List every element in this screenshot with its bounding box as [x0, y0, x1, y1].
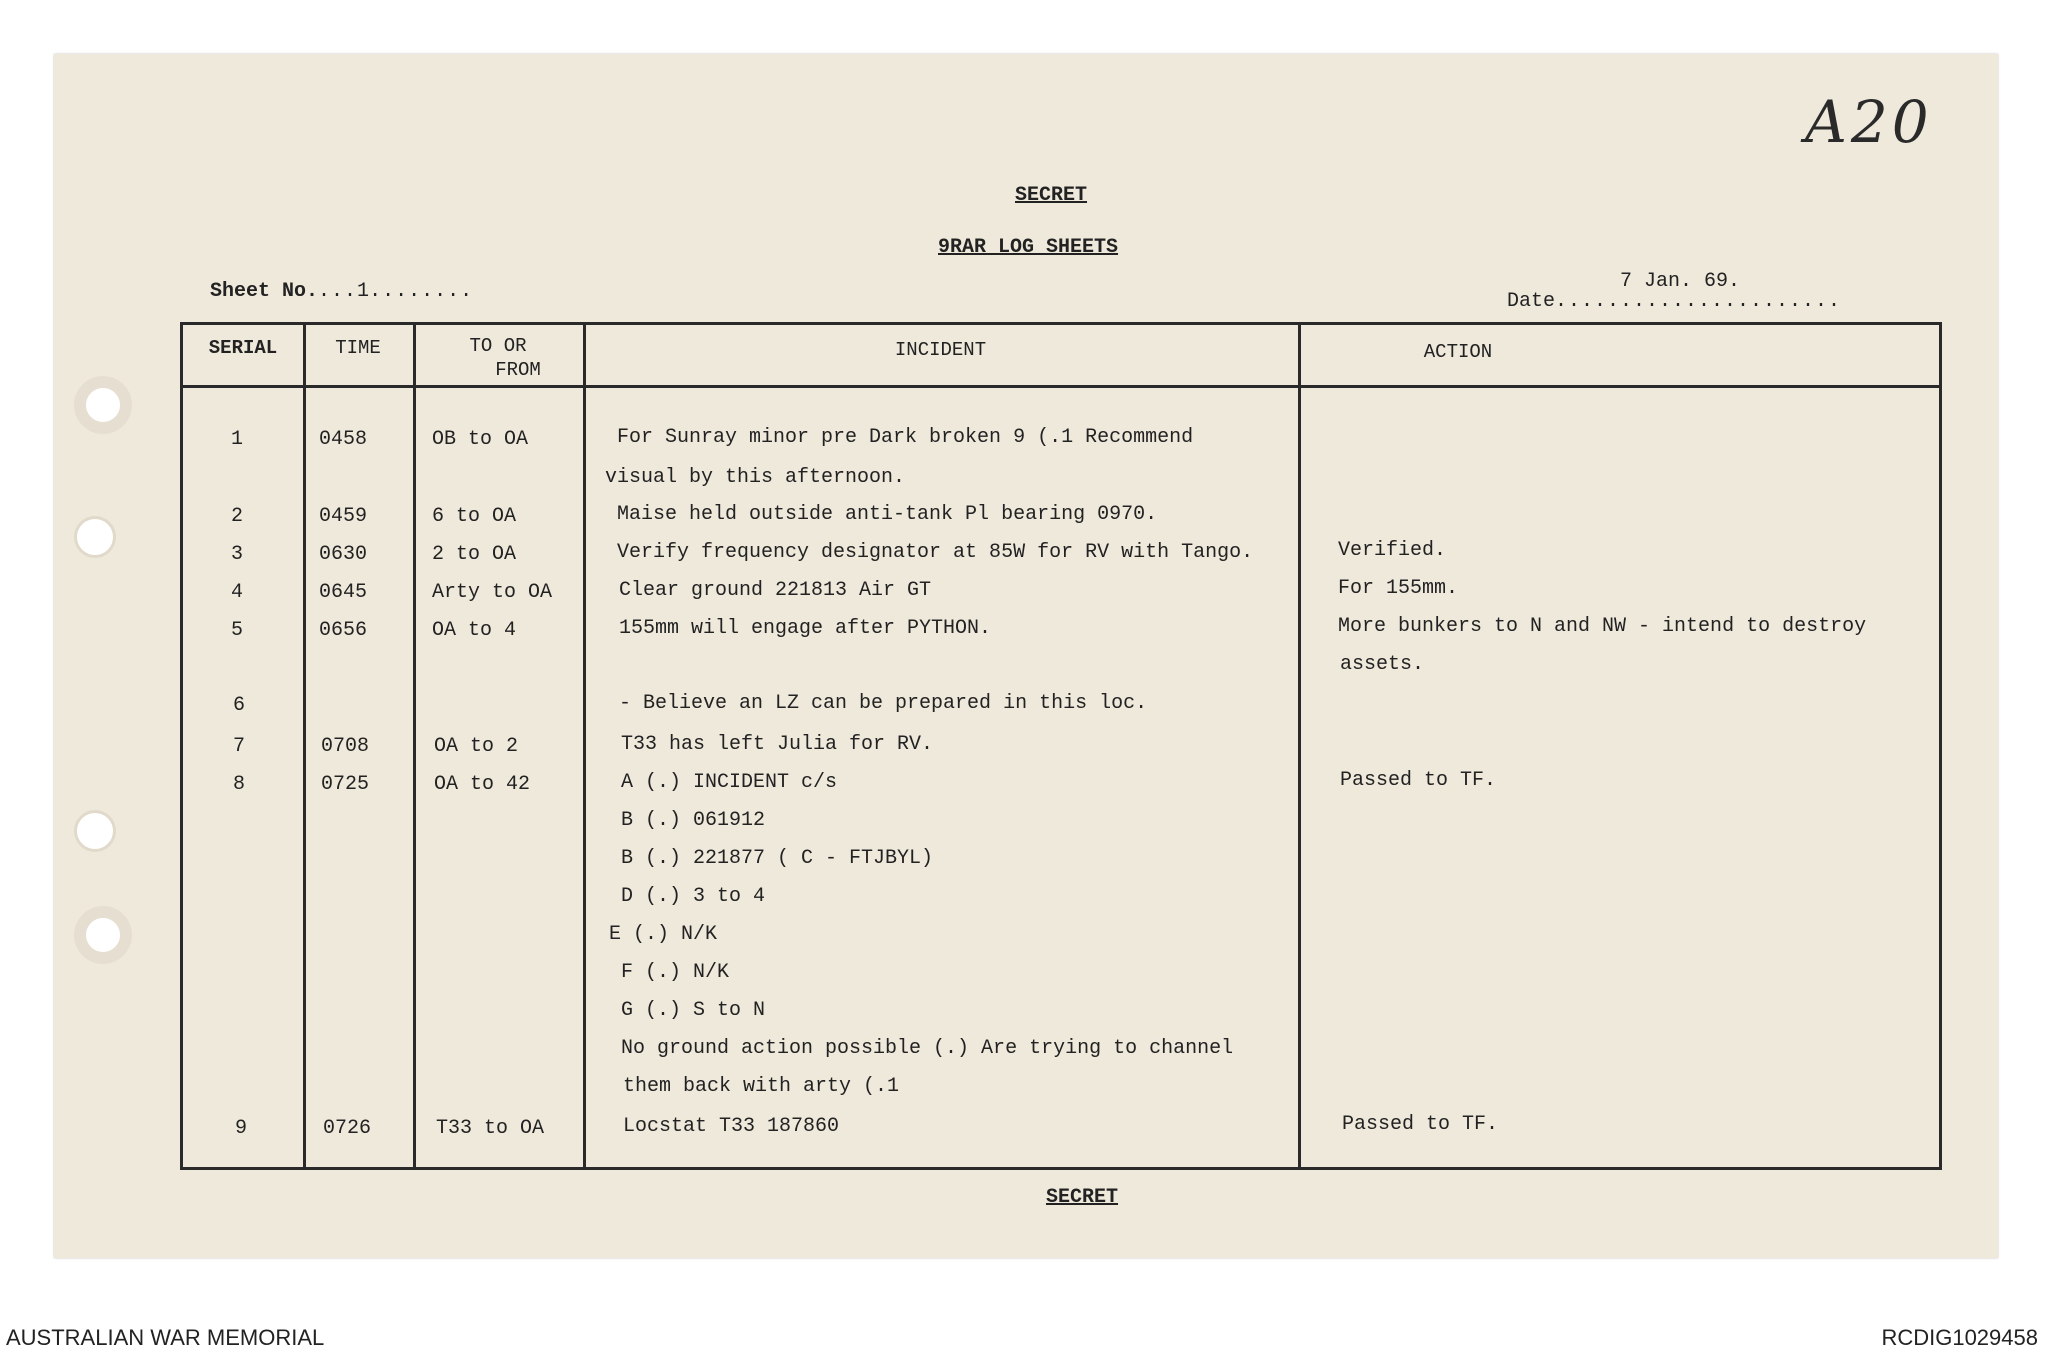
- row-6-incident-1: - Believe an LZ can be prepared in this loc.: [619, 692, 1148, 715]
- row-8-incident-8: No ground action possible (.) Are trying to channel: [621, 1037, 1234, 1060]
- col-divider-2: [413, 325, 416, 1167]
- row-3-incident-1: Verify frequency designator at 85W for RV with Tango.: [617, 541, 1254, 564]
- row-8-incident-3: B (.) 221877 ( C - FTJBYL): [621, 847, 934, 870]
- row-8-incident-2: B (.) 061912: [621, 809, 766, 832]
- punch-hole-3: [74, 810, 116, 852]
- row-3-time: 0630: [319, 543, 368, 566]
- row-7-time: 0708: [321, 735, 370, 758]
- row-9-incident-1: Locstat T33 187860: [623, 1115, 840, 1138]
- row-7-incident-1: T33 has left Julia for RV.: [621, 733, 934, 756]
- row-1-serial: 1: [231, 428, 244, 451]
- col-divider-1: [303, 325, 306, 1167]
- row-8-incident-4: D (.) 3 to 4: [621, 885, 766, 908]
- sheet-no-value: 1: [357, 280, 370, 303]
- row-8-action-1: Passed to TF.: [1340, 769, 1497, 792]
- footer-image-id: RCDIG1029458: [1881, 1325, 2038, 1350]
- row-1-incident-1: For Sunray minor pre Dark broken 9 (.1 Recommend: [617, 426, 1194, 449]
- classification-bottom: SECRET: [1046, 1186, 1119, 1209]
- row-3-serial: 3: [231, 543, 244, 566]
- footer-source: AUSTRALIAN WAR MEMORIAL: [6, 1325, 325, 1350]
- row-8-incident-5: E (.) N/K: [609, 923, 718, 946]
- row-8-incident-1: A (.) INCIDENT c/s: [621, 771, 838, 794]
- sheet-label: Sheet No.: [210, 280, 319, 303]
- row-8-incident-9: them back with arty (.1: [623, 1075, 900, 1098]
- row-4-time: 0645: [319, 581, 368, 604]
- row-8-incident-6: F (.) N/K: [621, 961, 730, 984]
- row-4-incident-1: Clear ground 221813 Air GT: [619, 579, 932, 602]
- row-4-to-from: Arty to OA: [432, 581, 553, 604]
- log-table: [180, 322, 1942, 1170]
- handwritten-reference: A20: [1805, 88, 1933, 156]
- date-line: Date......................: [1507, 290, 1842, 313]
- punch-hole-2: [74, 516, 116, 558]
- row-3-action-1: Verified.: [1338, 539, 1447, 562]
- row-2-time: 0459: [319, 505, 368, 528]
- row-6-serial: 6: [233, 694, 246, 717]
- row-2-incident-1: Maise held outside anti-tank Pl bearing 0970.: [617, 503, 1158, 526]
- document-title: 9RAR LOG SHEETS: [938, 236, 1119, 259]
- row-9-to-from: T33 to OA: [436, 1117, 545, 1140]
- row-5-to-from: OA to 4: [432, 619, 517, 642]
- row-1-incident-2: visual by this afternoon.: [605, 466, 906, 489]
- row-8-serial: 8: [233, 773, 246, 796]
- header-to-from-2: FROM: [495, 359, 541, 381]
- row-1-to-from: OB to OA: [432, 428, 529, 451]
- col-divider-3: [583, 325, 586, 1167]
- row-7-serial: 7: [233, 735, 246, 758]
- row-2-to-from: 6 to OA: [432, 505, 517, 528]
- classification-top: SECRET: [1015, 184, 1088, 207]
- row-5-action-2: assets.: [1340, 653, 1425, 676]
- row-8-to-from: OA to 42: [434, 773, 531, 796]
- row-5-time: 0656: [319, 619, 368, 642]
- row-3-to-from: 2 to OA: [432, 543, 517, 566]
- date-value: 7 Jan. 69.: [1620, 270, 1741, 293]
- row-8-incident-7: G (.) S to N: [621, 999, 766, 1022]
- col-divider-4: [1298, 325, 1301, 1167]
- header-to-from-1: TO OR: [469, 335, 527, 357]
- header-action: ACTION: [1423, 341, 1493, 363]
- header-rule: [183, 385, 1939, 388]
- date-label: Date: [1507, 290, 1556, 313]
- sheet-number: Sheet No....1........: [210, 280, 474, 303]
- header-serial: SERIAL: [208, 337, 278, 359]
- row-9-action-1: Passed to TF.: [1342, 1113, 1499, 1136]
- row-2-serial: 2: [231, 505, 244, 528]
- row-4-serial: 4: [231, 581, 244, 604]
- row-8-time: 0725: [321, 773, 370, 796]
- row-1-time: 0458: [319, 428, 368, 451]
- row-5-incident-1: 155mm will engage after PYTHON.: [619, 617, 992, 640]
- header-incident: INCIDENT: [894, 339, 987, 361]
- row-5-serial: 5: [231, 619, 244, 642]
- header-time: TIME: [335, 337, 381, 359]
- row-5-action-1: More bunkers to N and NW - intend to destroy: [1338, 615, 1867, 638]
- row-9-time: 0726: [323, 1117, 372, 1140]
- row-9-serial: 9: [235, 1117, 248, 1140]
- row-7-to-from: OA to 2: [434, 735, 519, 758]
- punch-hole-4: [74, 906, 132, 964]
- punch-hole-1: [74, 376, 132, 434]
- row-4-action-1: For 155mm.: [1338, 577, 1459, 600]
